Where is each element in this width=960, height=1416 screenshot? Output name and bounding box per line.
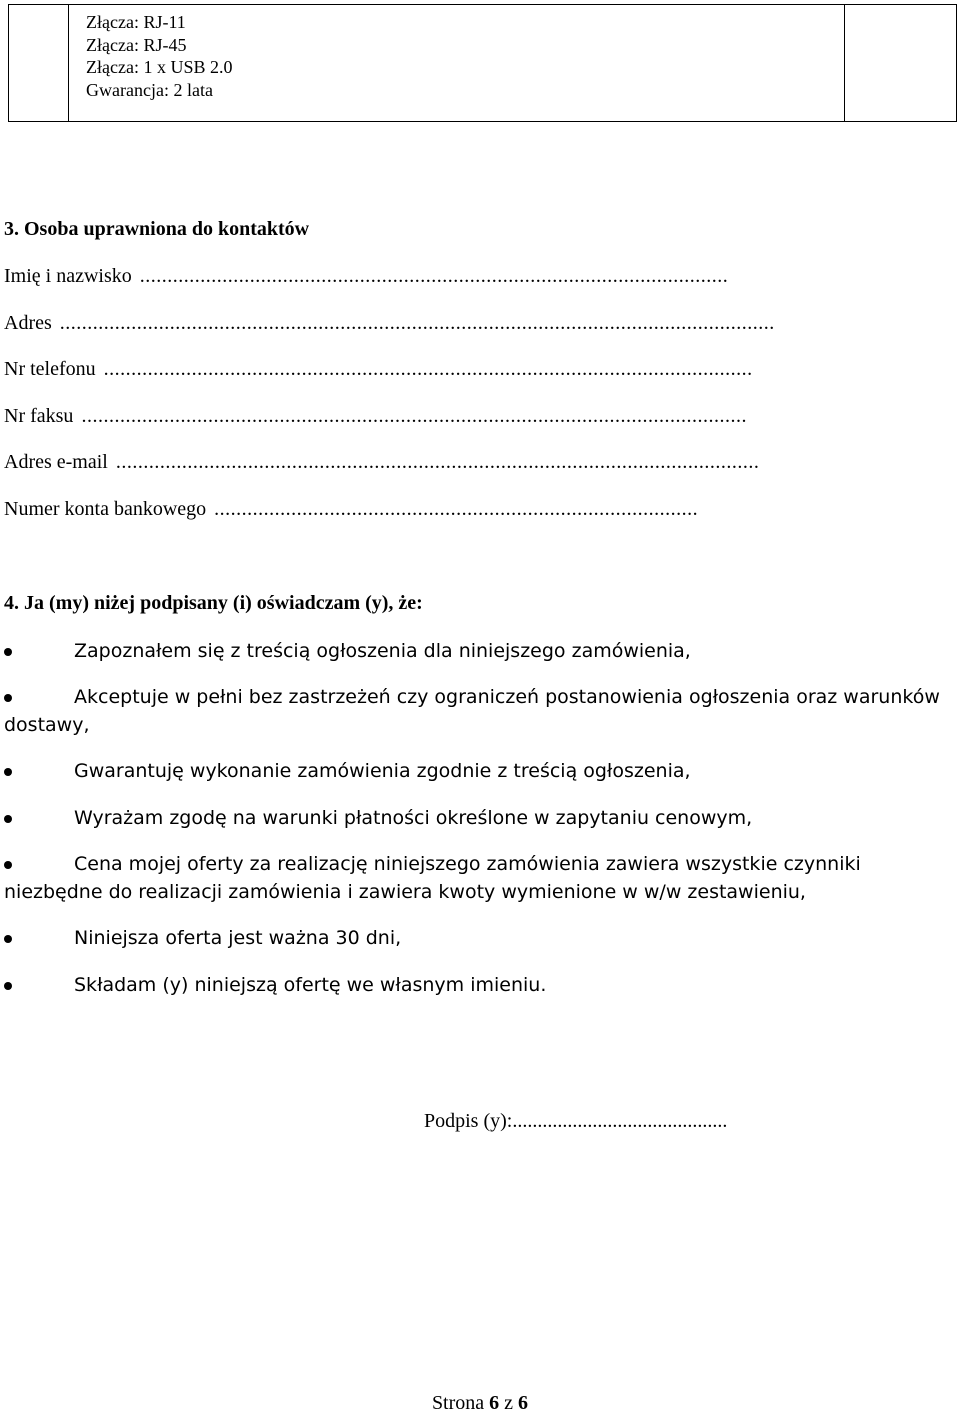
contact-field-address: [4, 312, 890, 335]
declaration-text: Niniejsza oferta jest ważna 30 dni,: [74, 927, 402, 949]
bullet-icon: [4, 815, 12, 823]
contact-field-fax: [4, 405, 890, 428]
field-dots: .........................................................................................................................: [81, 405, 747, 427]
bullet-icon: [4, 935, 12, 943]
bullet-icon: [4, 694, 12, 702]
declaration-item: [4, 683, 954, 739]
contact-field-name: [4, 265, 890, 288]
declaration-item: [4, 924, 954, 952]
spec-table-col-left: [9, 5, 69, 121]
declaration-text: Gwarantuję wykonanie zamówienia zgodnie z treścią ogłoszenia,: [74, 760, 691, 782]
declaration-text: Wyrażam zgodę na warunki płatności określone w zapytaniu cenowym,: [74, 807, 753, 829]
spec-table-col-right: [844, 5, 955, 121]
field-label: Nr faksu: [4, 405, 74, 427]
spec-line: Złącza: RJ-45: [86, 34, 187, 55]
footer-page-total: 6: [518, 1392, 529, 1414]
footer-page-number: 6: [489, 1392, 500, 1414]
declaration-item: [4, 971, 954, 999]
field-dots: .....................................................................................................................: [115, 451, 760, 473]
declaration-text: Składam (y) niniejszą ofertę we własnym imieniu.: [74, 974, 547, 996]
declaration-item: [4, 637, 954, 665]
declaration-item: [4, 757, 954, 785]
contact-field-email: [4, 451, 890, 474]
bullet-icon: [4, 648, 12, 656]
field-label: Adres: [4, 312, 52, 334]
declaration-item: [4, 850, 954, 906]
field-label: Nr telefonu: [4, 358, 96, 380]
field-dots: ...........................................................................................................: [139, 265, 729, 287]
contact-field-bank-account: [4, 498, 890, 521]
field-label: Imię i nazwisko: [4, 265, 132, 287]
contact-field-phone: [4, 358, 890, 381]
spec-line: Złącza: 1 x USB 2.0: [86, 57, 233, 77]
spec-lines: [86, 11, 232, 101]
field-dots: ........................................................................................: [214, 498, 699, 520]
field-dots: ..................................................................................................................................: [59, 312, 775, 334]
field-dots: ......................................................................................................................: [103, 358, 753, 380]
signature-line: Podpis (y):...........................................: [424, 1110, 728, 1132]
declaration-text: Cena mojej oferty za realizację niniejszego zamówienia zawiera wszystkie czynniki niezbędne do realizacji zamówienia i zawiera kwoty wymienione w w/w zestawieniu,: [4, 853, 861, 903]
page-footer: [0, 1392, 960, 1415]
field-label: Adres e-mail: [4, 451, 108, 473]
spec-line: Gwarancja: 2 lata: [86, 79, 213, 100]
spec-table: [8, 4, 957, 122]
bullet-icon: [4, 861, 12, 869]
spec-line: Złącza: RJ-11: [86, 12, 186, 32]
footer-prefix: Strona: [431, 1392, 485, 1414]
bullet-icon: [4, 768, 12, 776]
field-label: Numer konta bankowego: [4, 498, 207, 520]
declaration-item: [4, 804, 954, 832]
section-4-title: 4. Ja (my) niżej podpisany (i) oświadczam (y), że:: [4, 592, 423, 614]
declaration-text: Akceptuje w pełni bez zastrzeżeń czy ograniczeń postanowienia ogłoszenia oraz warunków dostawy,: [4, 686, 940, 736]
bullet-icon: [4, 982, 12, 990]
footer-separator: z: [504, 1392, 514, 1414]
declaration-text: Zapoznałem się z treścią ogłoszenia dla niniejszego zamówienia,: [74, 640, 691, 662]
section-3-title: 3. Osoba uprawniona do kontaktów: [4, 218, 310, 240]
